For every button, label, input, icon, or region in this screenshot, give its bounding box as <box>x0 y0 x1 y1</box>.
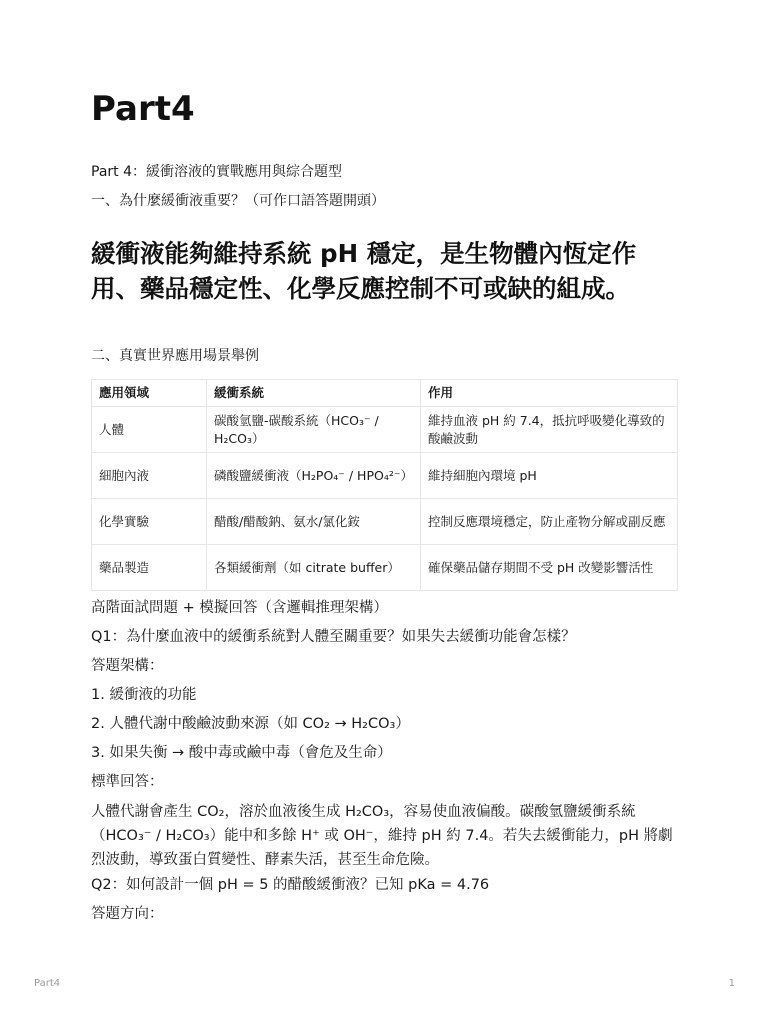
interview-heading: 高階面試問題 + 模擬回答（含邏輯推理架構） <box>91 600 388 616</box>
page-number: 1 <box>728 978 735 989</box>
table-cell: 細胞內液 <box>92 453 207 499</box>
framework-label: 答題架構： <box>91 658 164 674</box>
framework-item: 1. 緩衝液的功能 <box>91 687 197 703</box>
application-table <box>91 379 678 591</box>
table-cell: 各類緩衝劑（如 citrate buffer） <box>207 545 421 591</box>
section1-heading: 一、為什麼緩衝液重要？（可作口語答題開頭） <box>91 193 385 209</box>
footer-title: Part4 <box>34 978 61 989</box>
table-cell: 維持血液 pH 約 7.4，抵抗呼吸變化導致的酸鹼波動 <box>421 407 678 453</box>
table-row <box>92 407 678 453</box>
table-header-cell: 緩衝系統 <box>207 380 421 407</box>
table-cell: 控制反應環境穩定，防止產物分解或副反應 <box>421 499 678 545</box>
standard-answer: 人體代謝會產生 CO₂，溶於血液後生成 H₂CO₃，容易使血液偏酸。碳酸氫鹽緩衝系統（HCO₃⁻ / H₂CO₃）能中和多餘 H⁺ 或 OH⁻，維持 pH 約 7.4。若失去緩衝能力，pH 將劇烈波動，導致蛋白質變性、酵素失活，甚至生命危險。 <box>91 804 673 868</box>
table-header-cell: 作用 <box>421 380 678 407</box>
table-cell: 確保藥品儲存期間不受 pH 改變影響活性 <box>421 545 678 591</box>
table-cell: 碳酸氫鹽-碳酸系統（HCO₃⁻ / H₂CO₃） <box>207 407 421 453</box>
page-title: Part4 <box>91 89 195 129</box>
table-cell: 人體 <box>92 407 207 453</box>
table-cell: 化學實驗 <box>92 499 207 545</box>
table-cell: 磷酸鹽緩衝液（H₂PO₄⁻ / HPO₄²⁻） <box>207 453 421 499</box>
framework-item: 3. 如果失衡 → 酸中毒或鹼中毒（會危及生命） <box>91 745 392 761</box>
question-1: Q1：為什麼血液中的緩衝系統對人體至關重要？如果失去緩衝功能會怎樣？ <box>91 629 576 645</box>
direction-label: 答題方向： <box>91 906 164 922</box>
table-header-cell: 應用領域 <box>92 380 207 407</box>
table-row <box>92 545 678 591</box>
table-row <box>92 499 678 545</box>
framework-item: 2. 人體代謝中酸鹼波動來源（如 CO₂ → H₂CO₃） <box>91 716 410 732</box>
question-2: Q2：如何設計一個 pH = 5 的醋酸緩衝液？已知 pKa = 4.76 <box>91 877 490 893</box>
standard-answer-label: 標準回答： <box>91 774 164 790</box>
table-row <box>92 453 678 499</box>
subtitle: Part 4：緩衝溶液的實戰應用與綜合題型 <box>91 164 342 180</box>
section2-heading: 二、真實世界應用場景舉例 <box>91 348 259 364</box>
headline: 緩衝液能夠維持系統 pH 穩定，是生物體內恆定作用、藥品穩定性、化學反應控制不可或缺的組成。 <box>91 239 637 303</box>
table-cell: 藥品製造 <box>92 545 207 591</box>
table-cell: 醋酸/醋酸鈉、氨水/氯化銨 <box>207 499 421 545</box>
table-cell: 維持細胞內環境 pH <box>421 453 678 499</box>
table-header-row <box>92 380 678 407</box>
